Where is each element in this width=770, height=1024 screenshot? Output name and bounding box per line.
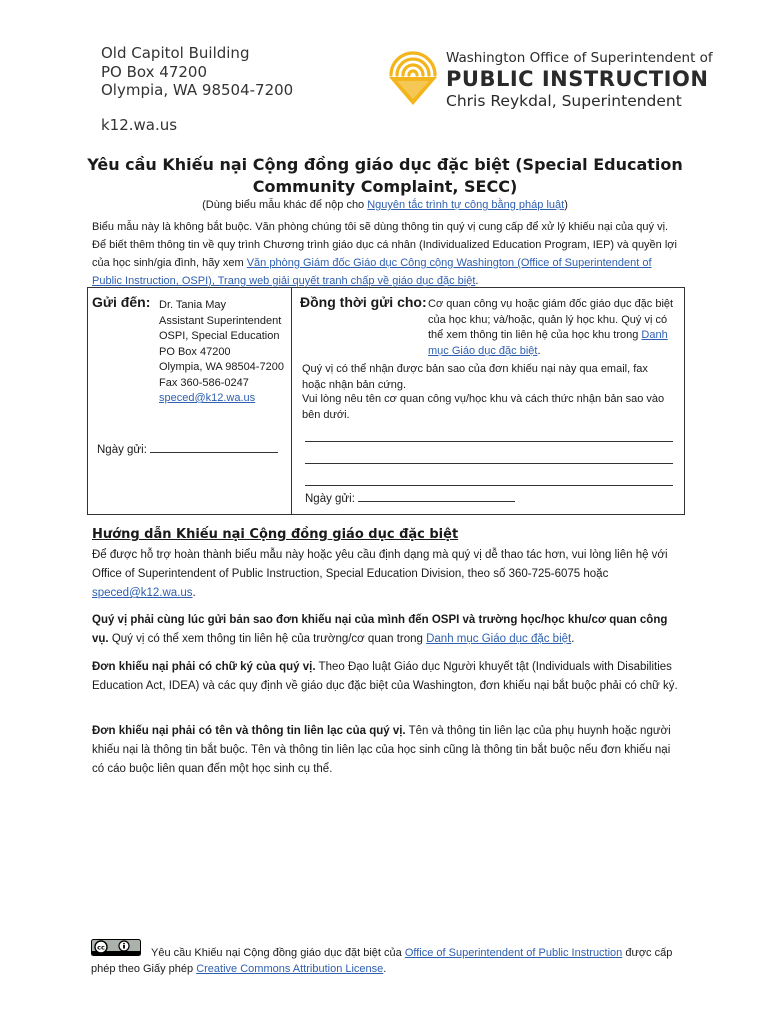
page-title — [60, 154, 710, 198]
send-to-line: Dr. Tania May — [159, 299, 227, 311]
footer-end: . — [383, 963, 387, 975]
title-line-1: Yêu cầu Khiếu nại Cộng đồng giáo dục đặc biệt (Special Education — [87, 155, 683, 174]
send-date-label: Ngày gửi: — [97, 444, 147, 456]
guidance-heading: Hướng dẫn Khiếu nại Cộng đồng giáo dục đặc biệt — [92, 527, 459, 542]
cc-instruction-note: Vui lòng nêu tên cơ quan công vụ/học khu và cách thức nhận bản sao vào bên dưới. — [302, 393, 665, 421]
cc-description-text: Cơ quan công vụ hoặc giám đốc giáo dục đặc biệt của học khu; và/hoặc, quản lý học khu. Quý vị có thể xem thông tin liên hệ của học khu trong — [428, 298, 674, 341]
box-divider — [291, 288, 292, 514]
ospi-dispute-resolution-link[interactable]: Văn phòng Giám đốc Giáo dục Công cộng Washington (Office of Superintendent of Public Instruction, OSPI), Trang web giải quyết tranh chấp về giáo dục đặc biệt — [92, 257, 652, 287]
address-line: PO Box 47200 — [101, 62, 207, 81]
address-line: Old Capitol Building — [101, 44, 250, 62]
cc-license-link[interactable]: Creative Commons Attribution License — [196, 963, 384, 975]
send-to-line: PO Box 47200 — [159, 345, 231, 358]
ospi-address — [101, 44, 293, 100]
p2-text: Quý vị có thể xem thông tin liên hệ của trường/cơ quan trong — [108, 633, 427, 645]
send-date-field[interactable] — [97, 444, 278, 456]
special-ed-directory-link[interactable]: Danh mục Giáo dục đặc biệt — [428, 329, 668, 357]
send-to-address — [159, 298, 284, 407]
recipient-box — [87, 287, 685, 515]
cc-description-end: . — [537, 344, 541, 357]
guidance-paragraph-3 — [92, 658, 682, 696]
guidance-paragraph-2 — [92, 611, 682, 649]
due-process-link[interactable]: Nguyên tắc trình tự công bằng pháp luật — [367, 199, 565, 211]
send-to-label: Gửi đến: — [92, 294, 151, 310]
send-to-line: Assistant Superintendent — [159, 314, 282, 327]
speced-email-link[interactable]: speced@k12.wa.us — [159, 392, 256, 404]
cc-date-field[interactable] — [305, 493, 515, 505]
p2-end: . — [571, 633, 575, 645]
cc-date-blank[interactable] — [358, 501, 515, 502]
cc-date-label: Ngày gửi: — [305, 493, 355, 505]
logo-agency-line: Washington Office of Superintendent of — [446, 50, 713, 66]
ospi-link[interactable]: Office of Superintendent of Public Instruction — [404, 947, 623, 959]
p1-end: . — [192, 587, 196, 599]
p3-text: Theo Đạo luật Giáo dục Người khuyết tật (Individuals with Disabilities Education Act, IDEA) và các quy định về giáo dục đặc biệt của Washington, đơn khiếu nại bắt buộc phải có chữ ký. — [92, 661, 678, 692]
ospi-logo-icon — [385, 47, 441, 107]
cc-description — [428, 297, 678, 359]
cc-recipient-line-1[interactable] — [305, 441, 673, 442]
cc-recipient-line-3[interactable] — [305, 485, 673, 486]
page-subtitle — [60, 199, 710, 211]
special-ed-directory-link[interactable]: Danh mục Giáo dục đặc biệt — [426, 633, 572, 645]
send-to-line: OSPI, Special Education — [159, 330, 280, 342]
svg-text:cc: cc — [97, 943, 105, 952]
address-line: Olympia, WA 98504-7200 — [101, 81, 294, 99]
intro-end: . — [475, 275, 479, 287]
ospi-logo-text — [446, 50, 713, 110]
footer-mid: được cấp phép theo Giấy phép — [91, 947, 673, 975]
website-text: k12.wa.us — [101, 116, 178, 134]
speced-email-link[interactable]: speced@k12.wa.us — [92, 587, 193, 599]
send-to-line: Fax 360-586-0247 — [159, 376, 249, 389]
title-line-2: Community Complaint, SECC) — [252, 177, 518, 196]
send-to-line: Olympia, WA 98504-7200 — [159, 361, 284, 373]
p2-bold: Quý vị phải cùng lúc gửi bản sao đơn khiếu nại của mình đến OSPI và trường học/học khu/cơ quan công vụ. — [92, 614, 668, 645]
footer-text: Yêu cầu Khiếu nại Cộng đồng giáo dục đặt biệt của — [151, 947, 405, 959]
p4-text: Tên và thông tin liên lạc của phụ huynh hoặc người khiếu nại là thông tin bắt buộc. Tên và thông tin liên lạc của học sinh cũng là thông tin bắt buộc nếu đơn khiếu nại có cáo buộc liên quan đến một học sinh cụ thể. — [92, 725, 671, 775]
send-date-blank[interactable] — [150, 452, 278, 453]
subtitle-close: ) — [564, 199, 568, 211]
p1-text: Để được hỗ trợ hoàn thành biểu mẫu này hoặc yêu cầu định dạng mà quý vị dễ thao tác hơn, vui lòng liên hệ với Office of Superintendent of Public Instruction, Special Education Division, theo số 360-725-6075 hoặc — [92, 549, 668, 580]
p4-bold: Đơn khiếu nại phải có tên và thông tin liên lạc của quý vị. — [92, 725, 406, 737]
p3-bold: Đơn khiếu nại phải có chữ ký của quý vị. — [92, 661, 316, 673]
license-footer — [91, 945, 691, 977]
logo-superintendent-line: Chris Reykdal, Superintendent — [446, 92, 682, 110]
cc-label: Đồng thời gửi cho: — [300, 294, 427, 310]
intro-paragraph — [92, 218, 682, 290]
guidance-paragraph-1 — [92, 546, 682, 603]
guidance-paragraph-4 — [92, 722, 682, 779]
cc-copy-note: Quý vị có thể nhận được bản sao của đơn khiếu nại này qua email, fax hoặc nhận bản cứng. — [302, 363, 648, 391]
subtitle-text: (Dùng biểu mẫu khác để nộp cho — [202, 199, 368, 211]
intro-text: Biểu mẫu này là không bắt buộc. Văn phòng chúng tôi sẽ dùng thông tin quý vị cung cấp để xử lý khiếu nại của quý vị. Để biết thêm thông tin về quy trình Chương trình giáo dục cá nhân (Individualized Education Program, IEP) và quyền lợi của học sinh/gia đình, hãy xem — [92, 221, 677, 269]
logo-name-line: PUBLIC INSTRUCTION — [446, 67, 709, 91]
cc-recipient-line-2[interactable] — [305, 463, 673, 464]
